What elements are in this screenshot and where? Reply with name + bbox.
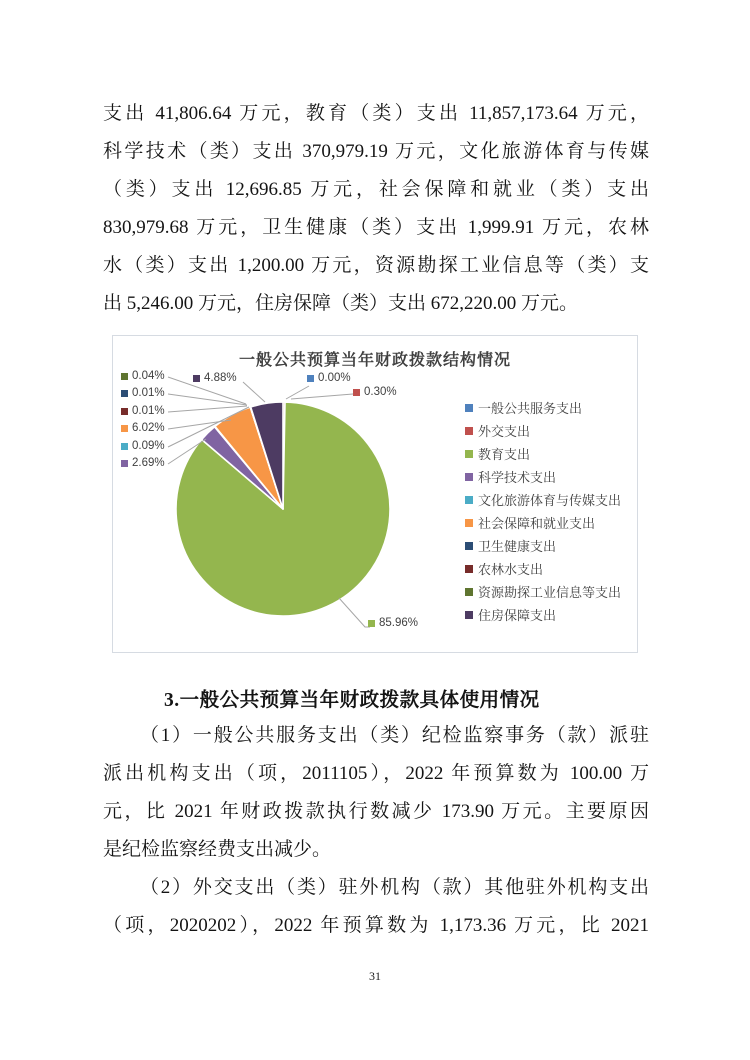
paragraph-item-2 [103,869,649,945]
legend-label: 卫生健康支出 [478,539,557,554]
legend-item-housing [465,603,621,626]
legend-label: 住房保障支出 [478,608,557,623]
legend-label: 农林水支出 [478,562,544,577]
data-label-agriculture [121,405,165,417]
section-heading: 3.一般公共预算当年财政拨款具体使用情况 [164,690,540,711]
legend-label: 外交支出 [478,424,531,439]
swatch-icon [121,425,128,432]
legend-item-education [465,442,621,465]
data-label-text: 4.88% [204,372,237,384]
leader-line-4-88 [243,382,265,402]
data-label-text: 0.01% [132,387,165,399]
body-line: （项，2020202），2022 年预算数为 1,173.36 万元，比 2021 [103,915,649,936]
legend-label: 教育支出 [478,447,531,462]
body-line: 水（类）支出 1,200.00 万元，资源勘探工业信息等（类）支 [103,255,649,276]
swatch-icon [121,390,128,397]
body-line: （类）支出 12,696.85 万元，社会保障和就业（类）支出 [103,179,649,200]
body-line: 支出 41,806.64 万元，教育（类）支出 11,857,173.64 万元， [103,103,649,124]
body-line: （2）外交支出（类）驻外机构（款）其他驻外机构支出 [140,877,649,898]
leader-line-0-01a [168,394,247,405]
swatch-icon [121,460,128,467]
swatch-icon [193,375,200,382]
paragraph-item-1 [103,717,649,869]
leader-line-0-01b [168,406,247,412]
legend-swatch-icon [465,427,473,435]
data-label-text: 6.02% [132,422,165,434]
leader-line-0-30 [291,394,353,399]
legend-swatch-icon [465,519,473,527]
legend-item-diplomacy [465,419,621,442]
body-line: 出 5,246.00 万元，住房保障（类）支出 672,220.00 万元。 [103,293,579,314]
chart-legend [465,396,621,626]
data-label-text: 85.96% [379,617,419,629]
data-label-resources [121,370,165,382]
data-label-housing [193,372,237,384]
legend-label: 资源勘探工业信息等支出 [478,585,622,600]
legend-item-agriculture [465,557,621,580]
body-line: 科学技术（类）支出 370,979.19 万元，文化旅游体育与传媒 [103,141,649,162]
swatch-icon [368,620,375,627]
legend-swatch-icon [465,611,473,619]
pie-slices [176,402,390,616]
legend-item-culture [465,488,621,511]
legend-swatch-icon [465,542,473,550]
pie-chart-panel [112,335,638,653]
data-label-text: 0.04% [132,370,165,382]
legend-item-general-services [465,396,621,419]
data-label-text: 0.09% [132,440,165,452]
data-label-text: 2.69% [132,457,165,469]
legend-item-social-security [465,511,621,534]
legend-label: 科学技术支出 [478,470,557,485]
data-label-text: 0.00% [318,372,351,384]
body-line: （1）一般公共服务支出（类）纪检监察事务（款）派驻 [140,725,649,746]
data-label-health [121,387,165,399]
page-number: 31 [369,969,381,983]
legend-swatch-icon [465,588,473,596]
legend-item-science [465,465,621,488]
data-label-education [368,617,418,629]
leader-line-0-00 [286,386,309,399]
data-label-diplomacy [353,386,397,398]
swatch-icon [121,443,128,450]
data-label-text: 0.30% [364,386,397,398]
legend-label: 文化旅游体育与传媒支出 [478,493,622,508]
data-label-general-services [307,372,351,384]
leader-line-85-96 [339,598,370,627]
data-label-science [121,457,165,469]
body-line: 830,979.68 万元，卫生健康（类）支出 1,999.91 万元，农林 [103,217,649,238]
legend-swatch-icon [465,404,473,412]
swatch-icon [353,389,360,396]
legend-label: 一般公共服务支出 [478,401,583,416]
legend-item-health [465,534,621,557]
legend-label: 社会保障和就业支出 [478,516,596,531]
legend-swatch-icon [465,565,473,573]
data-label-culture [121,440,165,452]
body-line: 派出机构支出（项，2011105），2022 年预算数为 100.00 万 [103,763,649,784]
swatch-icon [121,373,128,380]
swatch-icon [307,375,314,382]
paragraph-expenditure-summary [103,95,649,323]
legend-swatch-icon [465,496,473,504]
data-label-social-security [121,422,165,434]
legend-swatch-icon [465,450,473,458]
swatch-icon [121,408,128,415]
legend-swatch-icon [465,473,473,481]
body-line: 元，比 2021 年财政拨款执行数减少 173.90 万元。主要原因 [103,801,649,822]
chart-title: 一般公共预算当年财政拨款结构情况 [238,352,511,369]
legend-item-resources [465,580,621,603]
data-label-text: 0.01% [132,405,165,417]
body-line: 是纪检监察经费支出减少。 [103,839,332,860]
